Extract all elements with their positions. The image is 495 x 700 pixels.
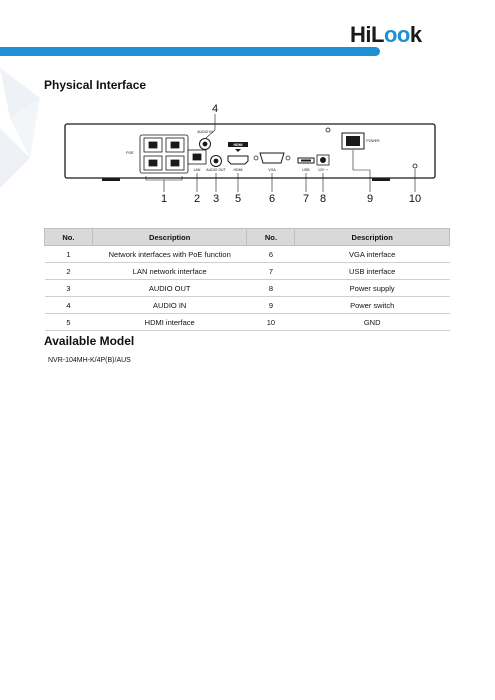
cell-no: 10 <box>247 314 295 331</box>
label-hdmi: HDMI <box>233 168 243 172</box>
cell-description: GND <box>295 314 450 331</box>
table-row <box>45 297 450 314</box>
label-vga: VGA <box>268 168 276 172</box>
cell-description: USB interface <box>295 263 450 280</box>
poe-ports <box>140 135 188 173</box>
cell-no: 4 <box>45 297 93 314</box>
table-row <box>45 314 450 331</box>
svg-text:HDMI: HDMI <box>233 143 243 147</box>
callout-1: 1 <box>160 193 168 205</box>
callout-4: 4 <box>211 103 219 115</box>
callout-8: 8 <box>319 193 327 205</box>
callout-3: 3 <box>212 193 220 205</box>
callout-5: 5 <box>234 193 242 205</box>
callout-7: 7 <box>302 193 310 205</box>
label-audio-out: AUDIO OUT <box>206 168 226 172</box>
label-usb: USB <box>302 168 310 172</box>
interface-table <box>44 228 450 331</box>
table-row <box>45 280 450 297</box>
callout-9: 9 <box>366 193 374 205</box>
cell-description: Power switch <box>295 297 450 314</box>
header-no: No. <box>247 229 295 246</box>
cell-description: AUDIO OUT <box>92 280 247 297</box>
label-poe: POE <box>126 151 134 155</box>
label-audio-in: AUDIO IN <box>197 130 213 134</box>
hdmi-port <box>228 156 248 164</box>
callout-10: 10 <box>408 193 422 205</box>
cell-no: 8 <box>247 280 295 297</box>
header-no: No. <box>45 229 93 246</box>
cell-description: VGA interface <box>295 246 450 263</box>
cell-description: Network interfaces with PoE function <box>92 246 247 263</box>
label-power: POWER <box>366 139 380 143</box>
table-row <box>45 263 450 280</box>
cell-no: 7 <box>247 263 295 280</box>
header-description: Description <box>92 229 247 246</box>
cell-description: LAN network interface <box>92 263 247 280</box>
cell-no: 6 <box>247 246 295 263</box>
cell-no: 1 <box>45 246 93 263</box>
cell-no: 3 <box>45 280 93 297</box>
available-model-title: Available Model <box>44 334 135 348</box>
cell-description: HDMI interface <box>92 314 247 331</box>
table-header-row <box>45 229 450 246</box>
physical-interface-title: Physical Interface <box>44 78 147 92</box>
hilook-logo: HiLook <box>350 22 422 47</box>
vga-port <box>260 153 284 163</box>
callout-2: 2 <box>193 193 201 205</box>
cell-no: 2 <box>45 263 93 280</box>
header-accent-bar <box>0 47 380 56</box>
cell-description: AUDIO IN <box>92 297 247 314</box>
cell-no: 9 <box>247 297 295 314</box>
lan-port <box>188 150 206 164</box>
rear-panel-diagram <box>40 100 460 210</box>
table-row <box>45 246 450 263</box>
gnd-terminal <box>413 164 417 168</box>
cell-no: 5 <box>45 314 93 331</box>
cell-description: Power supply <box>295 280 450 297</box>
label-power-in: 12V ⎓ <box>318 168 328 172</box>
label-lan: LAN <box>193 168 201 172</box>
model-name: NVR-104MH-K/4P(B)/AUS <box>48 357 131 364</box>
callout-6: 6 <box>268 193 276 205</box>
header-description: Description <box>295 229 450 246</box>
